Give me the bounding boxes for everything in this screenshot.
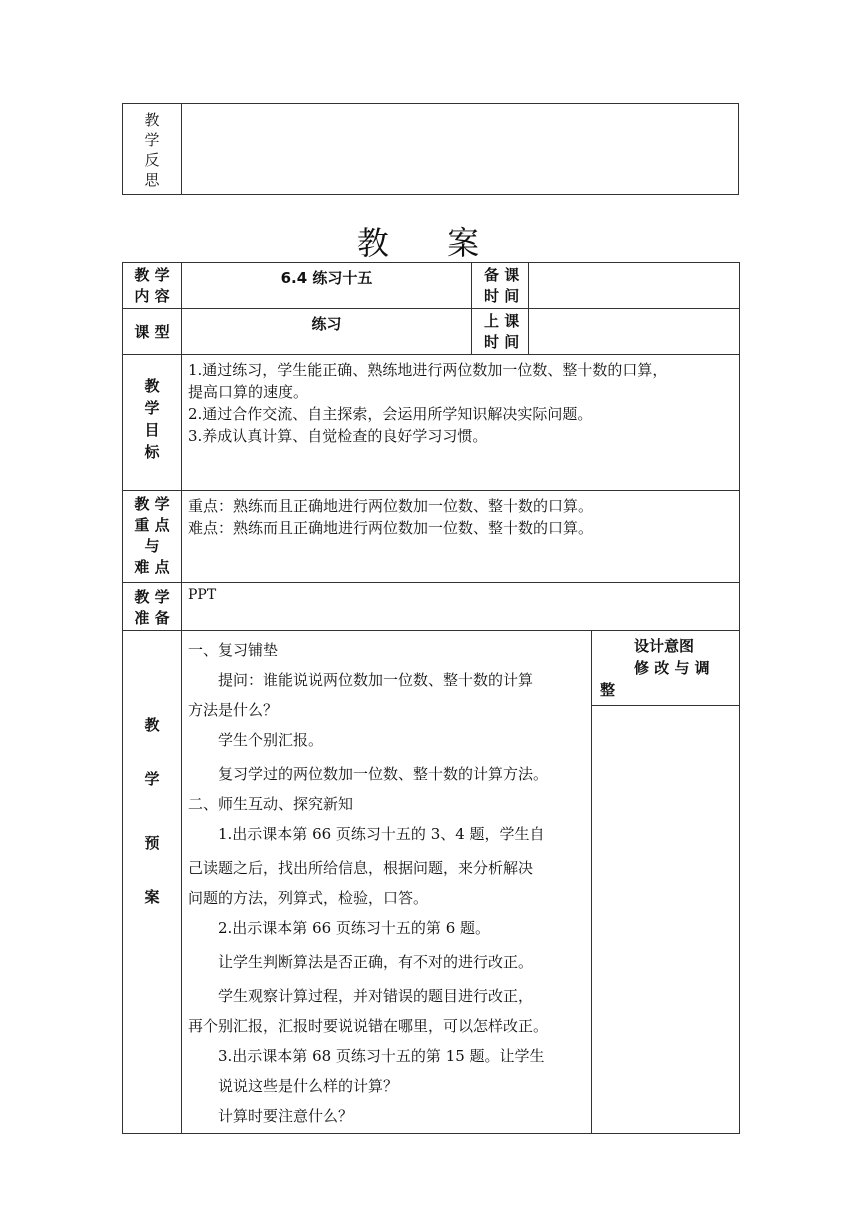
plan-line: 学生观察计算过程，并对错误的题目进行改正， (218, 987, 534, 1005)
plan-label-char: 预 (144, 834, 160, 852)
key-points-label-line4: 难 点 (134, 558, 170, 576)
objectives-label-char: 目 (144, 421, 160, 439)
objectives-label-char: 教 (144, 377, 160, 395)
reflection-label-char: 学 (144, 131, 160, 149)
plan-line: 再个别汇报，汇报时要说说错在哪里，可以怎样改正。 (188, 1017, 549, 1035)
objective-line: 提高口算的速度。 (188, 383, 309, 401)
objectives-content (182, 355, 740, 491)
plan-line: 己读题之后，找出所给信息，根据问题，来分析解决 (188, 859, 534, 877)
plan-line: 一、复习铺垫 (188, 641, 279, 659)
reflection-content[interactable] (182, 104, 739, 195)
design-intent-header-line1: 设计意图 (634, 637, 695, 655)
reflection-label (123, 104, 182, 195)
class-time-label (472, 309, 529, 355)
reflection-label-char: 反 (144, 151, 160, 169)
plan-line: 1.出示课本第 66 页练习十五的 3、4 题，学生自 (218, 825, 545, 843)
plan-line: 说说这些是什么样的计算？ (218, 1077, 399, 1095)
key-points-label-line2: 重 点 (134, 516, 170, 534)
reflection-label-char: 思 (144, 171, 160, 189)
objectives-label-char: 学 (144, 399, 160, 417)
plan-content (182, 631, 592, 1134)
design-intent-header (592, 631, 739, 706)
preparation-label-line1: 教 学 (134, 588, 170, 606)
key-points-label-line3: 与 (144, 537, 160, 555)
design-intent-header-line3: 整 (600, 681, 616, 699)
class-time-label-line1: 上 课 (484, 312, 520, 330)
class-time-value[interactable] (529, 309, 740, 355)
content-label-line1: 教 学 (134, 266, 170, 284)
key-points-label-line1: 教 学 (134, 495, 170, 513)
plan-line: 问题的方法，列算式，检验，口答。 (188, 889, 429, 907)
objectives-label (123, 355, 182, 491)
design-intent-header-line2: 修 改 与 调 (634, 659, 710, 677)
plan-line: 让学生判断算法是否正确，有不对的进行改正。 (218, 953, 534, 971)
prep-time-value[interactable] (529, 263, 740, 309)
plan-label-char: 案 (144, 888, 160, 906)
design-intent-column (592, 631, 740, 1134)
plan-label (123, 631, 182, 1134)
lesson-plan-table (122, 262, 740, 1134)
plan-line: 方法是什么？ (188, 701, 279, 719)
plan-label-char: 教 (144, 716, 160, 734)
class-time-label-line2: 时 间 (484, 333, 520, 351)
key-point-text: 重点：熟练而且正确地进行两位数加一位数、整十数的口算。 (188, 497, 594, 515)
difficulty-text: 难点：熟练而且正确地进行两位数加一位数、整十数的口算。 (188, 519, 594, 537)
key-points-content (182, 491, 740, 583)
objective-line: 3.养成认真计算、自觉检查的良好学习习惯。 (188, 427, 488, 445)
objectives-label-char: 标 (144, 443, 160, 461)
prep-time-label-line2: 时 间 (484, 287, 520, 305)
plan-line: 学生个别汇报。 (218, 731, 324, 749)
reflection-table (122, 103, 739, 195)
reflection-label-char: 教 (144, 111, 160, 129)
content-label-line2: 内 容 (134, 287, 170, 305)
prep-time-label (472, 263, 529, 309)
plan-line: 复习学过的两位数加一位数、整十数的计算方法。 (218, 765, 549, 783)
plan-line: 计算时要注意什么？ (218, 1107, 354, 1125)
preparation-label (123, 583, 182, 631)
preparation-label-line2: 准 备 (134, 609, 170, 627)
lesson-type-label: 课 型 (123, 309, 182, 355)
plan-label-char: 学 (144, 770, 160, 788)
page-title: 教 案 (356, 224, 504, 262)
objective-line: 1.通过练习，学生能正确、熟练地进行两位数加一位数、整十数的口算， (188, 361, 668, 379)
key-points-label (123, 491, 182, 583)
design-intent-notes[interactable] (592, 706, 739, 1096)
plan-line: 提问：谁能说说两位数加一位数、整十数的计算 (218, 671, 534, 689)
preparation-value: PPT (182, 583, 740, 631)
plan-line: 二、师生互动、探究新知 (188, 795, 354, 813)
content-value: 6.4 练习十五 (182, 263, 472, 309)
plan-line: 3.出示课本第 68 页练习十五的第 15 题。让学生 (218, 1047, 545, 1065)
prep-time-label-line1: 备 课 (484, 266, 520, 284)
objective-line: 2.通过合作交流、自主探索，会运用所学知识解决实际问题。 (188, 405, 593, 423)
lesson-type-value: 练习 (182, 309, 472, 355)
plan-line: 2.出示课本第 66 页练习十五的第 6 题。 (218, 919, 491, 937)
content-label (123, 263, 182, 309)
